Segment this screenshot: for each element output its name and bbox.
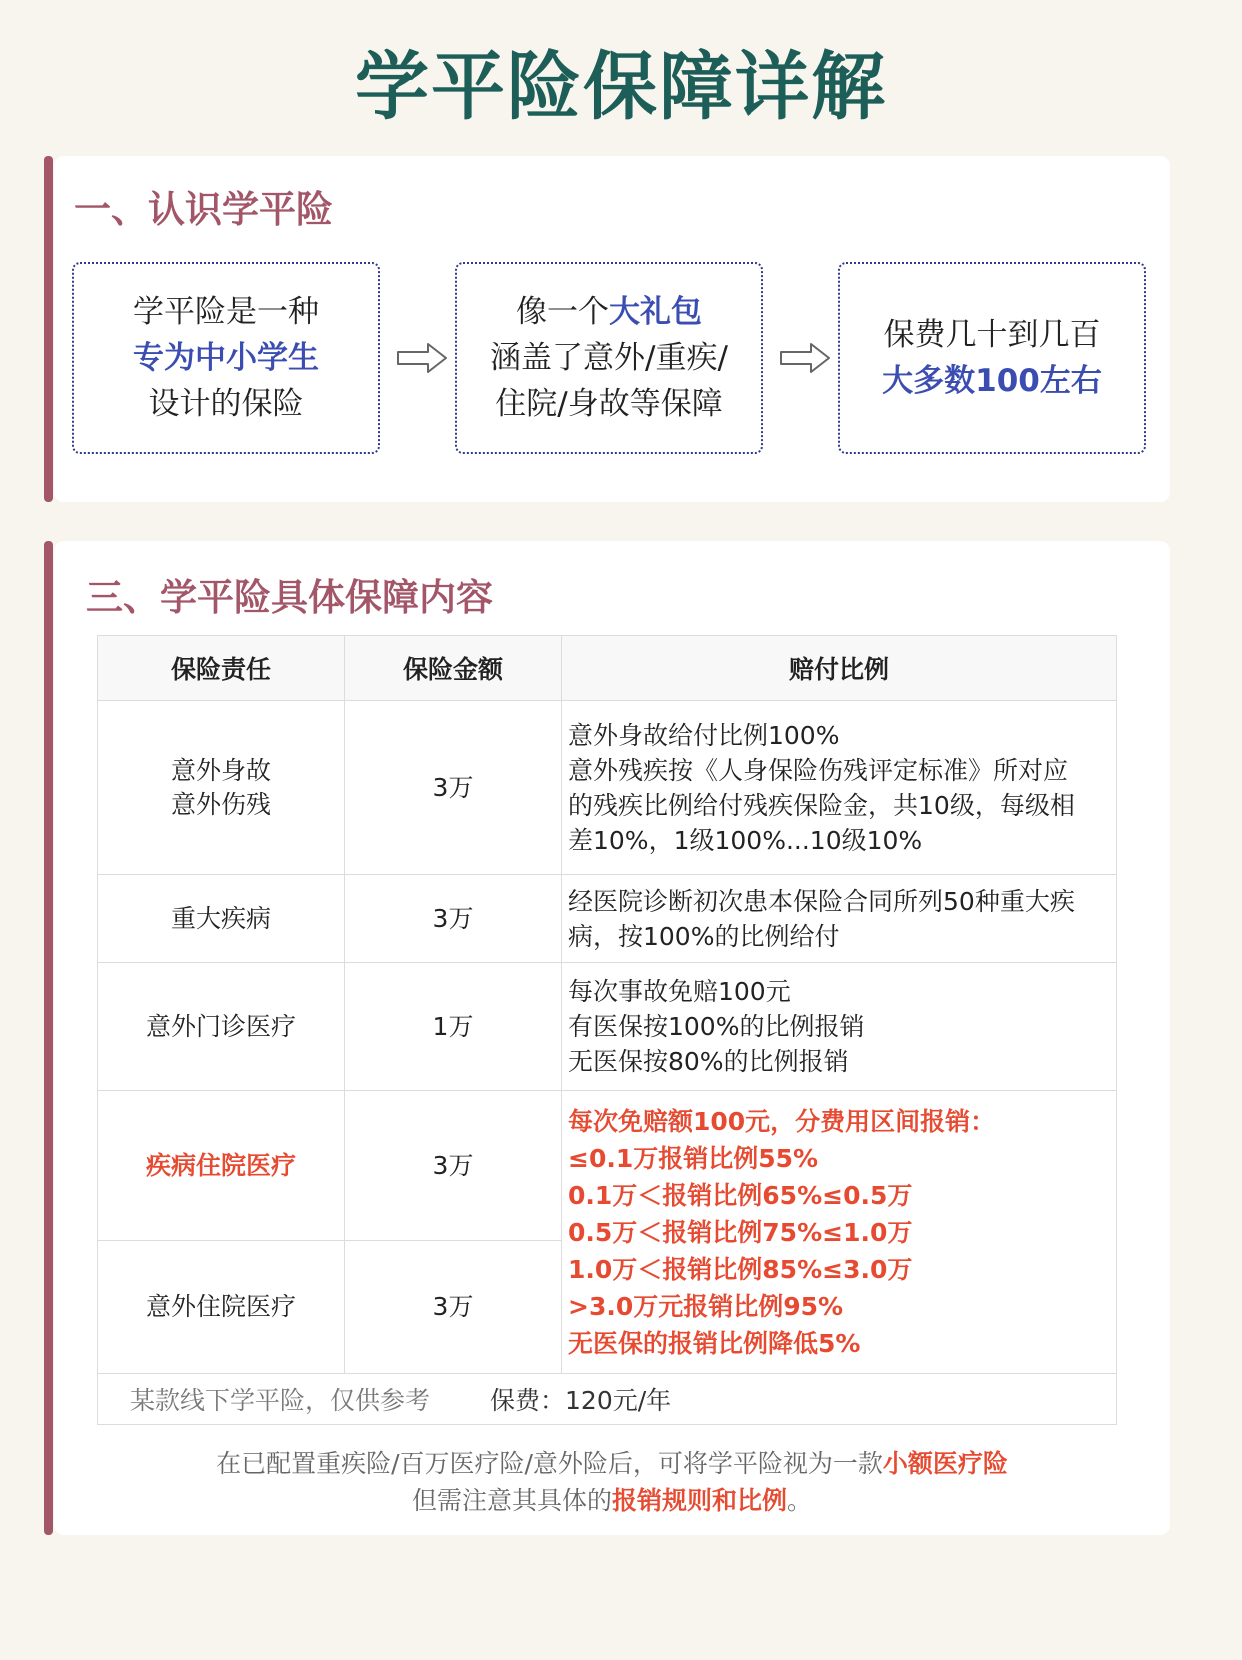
coverage-name: 重大疾病 xyxy=(170,903,271,933)
coverage-name: 意外门诊医疗 xyxy=(145,1011,296,1041)
info-box-definition xyxy=(72,262,380,454)
right-arrow-icon xyxy=(396,340,448,376)
ratio-line: 的残疾比例给付残疾保险金，共10级，每级相 xyxy=(568,790,1075,820)
note-text: 但需注意其具体的 xyxy=(411,1486,612,1515)
info-text: 保费几十到几百 xyxy=(883,317,1101,353)
note-text: 在已配置重疾险/百万医疗险/意外险后，可将学平险视为一款 xyxy=(216,1449,883,1478)
page-title: 学平险保障详解 xyxy=(355,44,887,130)
ratio-line: 差10%，1级100%...10级10% xyxy=(568,825,923,855)
coverage-name: 疾病住院医疗 xyxy=(145,1150,296,1180)
info-text: 住院/身故等保障 xyxy=(495,386,723,422)
note-text: 。 xyxy=(787,1486,813,1515)
table-row xyxy=(98,701,1117,875)
coverage-ratio-cell xyxy=(562,963,1117,1091)
info-text: 涵盖了意外/重疾/ xyxy=(490,340,728,376)
table-row xyxy=(98,875,1117,963)
info-text-prefix: 像一个 xyxy=(516,294,609,330)
coverage-name-cell xyxy=(98,963,345,1091)
coverage-name: 意外住院医疗 xyxy=(145,1292,296,1321)
ratio-line: 0.5万＜报销比例75%≤1.0万 xyxy=(568,1217,913,1247)
ratio-line: 经医院诊断初次患本保险合同所列50种重大疾 xyxy=(568,886,1075,916)
section-card-coverage xyxy=(54,541,1170,1535)
ratio-line: 无医保的报销比例降低5% xyxy=(568,1328,861,1358)
bottom-note-line xyxy=(54,1445,1170,1482)
coverage-amount: 3万 xyxy=(345,875,562,963)
ratio-line: 每次事故免赔100元 xyxy=(568,977,791,1006)
coverage-ratio-cell xyxy=(562,875,1117,963)
section-heading-coverage: 三、学平险具体保障内容 xyxy=(86,576,493,619)
info-highlight: 大多数100左右 xyxy=(882,363,1102,399)
ratio-line: 0.1万＜报销比例65%≤0.5万 xyxy=(568,1180,913,1210)
column-header: 保险责任 xyxy=(98,636,345,701)
ratio-line: 无医保按80%的比例报销 xyxy=(568,1047,849,1076)
info-text: 设计的保险 xyxy=(148,386,304,422)
coverage-ratio-cell xyxy=(562,701,1117,875)
footer-fee: 保费：120元/年 xyxy=(490,1386,672,1415)
coverage-amount: 3万 xyxy=(345,701,562,875)
ratio-line: 有医保按100%的比例报销 xyxy=(568,1012,865,1041)
ratio-line: 意外身故给付比例100% xyxy=(568,720,840,750)
section-accent-bar xyxy=(44,156,53,502)
column-header: 赔付比例 xyxy=(562,636,1117,701)
table-footer xyxy=(98,1374,1117,1425)
coverage-amount: 3万 xyxy=(345,1241,562,1374)
ratio-line: ≤0.1万报销比例55% xyxy=(568,1143,819,1173)
section-card-intro xyxy=(54,156,1170,502)
note-highlight: 报销规则和比例 xyxy=(611,1486,787,1515)
ratio-line: 1.0万＜报销比例85%≤3.0万 xyxy=(568,1254,913,1284)
column-header: 保险金额 xyxy=(345,636,562,701)
info-highlight: 大礼包 xyxy=(609,294,702,330)
ratio-line: 病，按100%的比例给付 xyxy=(568,921,840,951)
coverage-name-cell xyxy=(98,701,345,875)
coverage-name-cell xyxy=(98,875,345,963)
section-accent-bar xyxy=(44,541,53,1535)
footer-note: 某款线下学平险，仅供参考 xyxy=(130,1386,431,1415)
section-heading-intro: 一、认识学平险 xyxy=(74,188,333,231)
ratio-line: 每次免赔额100元，分费用区间报销： xyxy=(568,1106,996,1136)
coverage-table xyxy=(97,635,1117,1425)
ratio-line: 意外残疾按《人身保险伤残评定标准》所对应 xyxy=(568,755,1069,785)
info-text: 学平险是一种 xyxy=(133,294,319,330)
coverage-amount: 1万 xyxy=(345,963,562,1091)
coverage-amount: 3万 xyxy=(345,1091,562,1241)
ratio-line: >3.0万元报销比例95% xyxy=(568,1291,844,1321)
hospital-ratio-cell xyxy=(562,1091,1117,1374)
bottom-note xyxy=(54,1445,1170,1519)
right-arrow-icon xyxy=(779,340,831,376)
coverage-name-cell xyxy=(98,1091,345,1241)
info-text xyxy=(516,289,702,335)
table-row xyxy=(98,1091,1117,1241)
note-highlight: 小额医疗险 xyxy=(882,1449,1008,1478)
table-row xyxy=(98,963,1117,1091)
bottom-note-line xyxy=(54,1482,1170,1519)
info-box-premium xyxy=(838,262,1146,454)
coverage-name: 意外身故 xyxy=(170,755,271,785)
table-footer-row xyxy=(98,1374,1117,1425)
coverage-name-cell xyxy=(98,1241,345,1374)
table-header-row xyxy=(98,636,1117,701)
coverage-name: 意外伤残 xyxy=(170,789,271,819)
info-highlight: 专为中小学生 xyxy=(133,340,319,376)
info-box-package xyxy=(455,262,763,454)
